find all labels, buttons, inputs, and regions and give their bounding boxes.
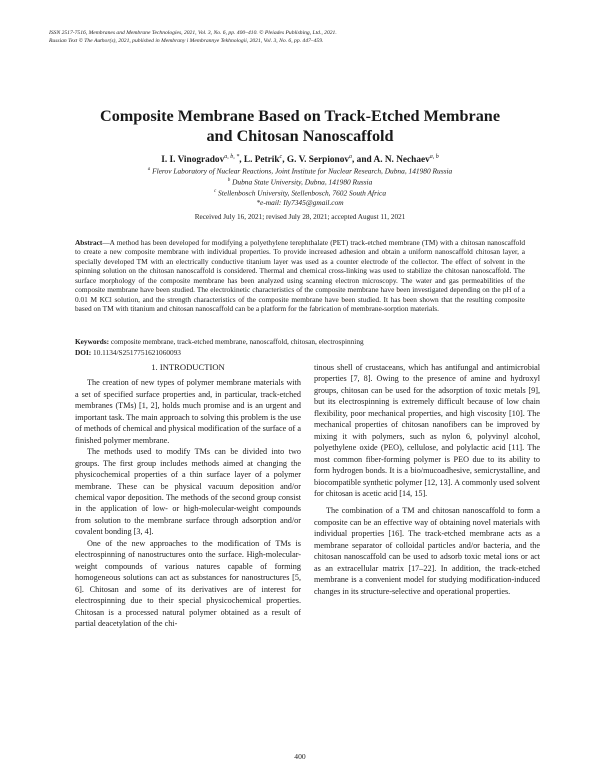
author-affiliation-mark: a — [349, 154, 353, 160]
section-heading: 1. INTRODUCTION — [151, 362, 225, 372]
abstract-text: —A method has been developed for modifying a polyethylene terephthalate (PET) track-etched membrane (TM) with a chitosan nanoscaffold to create a new composite membrane with individual properties. To provide increased adhesion and obtain a uniform nanoscaffold chitosan layer, a specially developed TM with an electrically conductive titanium layer was used as a counter electrode of the collector. The effect of solvent in the spinning solution on the chitosan nanoscaffold is considered. Thermal and chemical cross-linking was used to stabilize the chitosan nanoscaffold. The surface morphology of the composite membrane has been analyzed using scanning electron microscopy. The water and gas permeabilities of the composite membrane have been studied. The electrokinetic characteristics of the composite membrane have been investigated depending on the pH of a 0.01 M KCl solution, and the strength characteristics of the composite membrane have been studied. It has been shown that the resulting composite based on TM with titanium and chitosan nanoscaffold can be a platform for the fabrication of membrane-sorption materials. — [75, 238, 525, 314]
abstract-label: Abstract — [75, 238, 103, 247]
doi-value: 10.1134/S2517751621060093 — [93, 348, 181, 357]
corresponding-email: *e-mail: Ily7345@gmail.com — [256, 197, 344, 207]
author-affiliation-mark: c — [279, 154, 283, 160]
paragraph: One of the new approaches to the modification of TMs is electrospinning of nanostructures onto the surface. High-molecular-weight compounds of various natures capable of forming homogeneous solutions can act as substances for nanostructures [5, 6]. Chitosan and some of its derivatives are of interest for electrospinning due to their special physicochemical properties. Chitosan is a processed natural polymer obtained as a result of partial deacetylation of the chi- — [75, 538, 301, 628]
author-affiliation-mark: a, b, * — [224, 154, 240, 160]
affiliation-b: $^b$ Dubna State University, Dubna, 141980 Russia — [227, 177, 373, 187]
keywords-block — [75, 336, 525, 358]
paragraph: The methods used to modify TMs can be divided into two groups. The first group includes methods aimed at changing the physicochemical properties of a thin surface layer of a polymer membrane. These can be physical vacuum deposition and/or chemical vapor deposition. The methods of the second group consist in the application of low- or high-molecular-weight compounds from solution to the membrane surface through adsorption and/or covalent bonding [3, 4]. — [75, 447, 301, 537]
journal-header-line-1: ISSN 2517-7516, Membranes and Membrane Technologies, 2021, Vol. 3, No. 6, pp. 400–410. © Pleiades Publishing, Ltd., 2021. — [49, 30, 337, 36]
author-name: A. N. Nechaev — [373, 155, 430, 166]
paper-title — [60, 106, 540, 146]
affiliation-c: $^c$ Stellenbosch University, Stellenbosch, 7602 South Africa — [213, 188, 387, 198]
affiliation-a: $^a$ Flerov Laboratory of Nuclear Reactions, Joint Institute for Nuclear Research, Dubna, 141980 Russia — [147, 166, 453, 176]
author-name: G. V. Serpionov — [286, 155, 350, 166]
received-dates: Received July 16, 2021; revised July 28, 2021; accepted August 11, 2021 — [194, 213, 406, 221]
journal-header-line-2: Russian Text © The Author(s), 2021, published in Membrany i Membrannye Tekhnologii, 2021, Vol. 3, No. 6, pp. 447–459. — [49, 38, 324, 44]
author-affiliation-mark: a, b — [429, 154, 439, 160]
paper-title-line-1: Composite Membrane Based on Track-Etched Membrane — [100, 107, 500, 125]
keywords-text: composite membrane, track-etched membrane, nanoscaffold, chitosan, electrospinning — [110, 337, 364, 346]
paragraph: The combination of a TM and chitosan nanoscaffold to form a composite can be an effective way of obtaining novel materials with individual properties [16]. The track-etched membrane acts as a membrane separator of colloidal particles and/or bacteria, and the chitosan nanoscaffold can be used to adsorb toxic metal ions or act as an extracellular matrix [17–22]. In addition, the track-etched membrane is a convenient model for studying modification-induced changes in its structure-selective and operational properties. — [314, 506, 540, 596]
keywords-line: Keywords: composite membrane, track-etched membrane, nanoscaffold, chitosan, electrospinning — [75, 337, 364, 346]
affiliations — [60, 165, 540, 207]
author-list: I. I. Vinogradov$^{a, b, *}$, L. Petrik$^c$, G. V. Serpionov$^a$, and A. N. Nechaev$^{a, b}$ — [161, 154, 439, 166]
right-column — [314, 362, 540, 597]
paragraph: tinous shell of crustaceans, which has antifungal and antimicrobial properties [7, 8]. Owing to the presence of amine and hydroxyl groups, chitosan can be used for the adsorption of toxic metals [9], but its electrospinning is extremely difficult because of low chain flexibility, poor mechanical properties, and high viscosity [10]. The mechanical properties of chitosan nanofibers can be improved by mixing it with polymers, such as nylon 6, polyvinyl alcohol, polyethylene oxide (PEO), cellulose, and polylactic acid [11]. The most common fiber-forming polymer is PEO due to its ability to form hydrogen bonds. It is a bio/mucoadhesive, semicrystalline, and biocompatible synthetic polymer [12, 13]. A commonly used solvent for chitosan is acetic acid [14, 15]. — [314, 363, 540, 498]
page-number: 400 — [294, 752, 306, 761]
paper-title-line-2: and Chitosan Nanoscaffold — [206, 127, 394, 145]
doi-line: DOI: 10.1134/S2517751621060093 — [75, 348, 181, 357]
paragraph: The creation of new types of polymer membrane materials with a set of specified surface properties and, in particular, track-etched membranes (TMs) [1, 2], holds much promise and is an urgent and important task. The main approach to solving this problem is the use of methods of chemical and physical modification of the surface of a finished polymer membrane. — [75, 378, 301, 445]
journal-header — [49, 29, 549, 45]
left-column — [75, 362, 301, 629]
author-name: I. I. Vinogradov — [161, 155, 225, 166]
abstract — [75, 238, 525, 314]
author-name: L. Petrik — [243, 155, 280, 166]
